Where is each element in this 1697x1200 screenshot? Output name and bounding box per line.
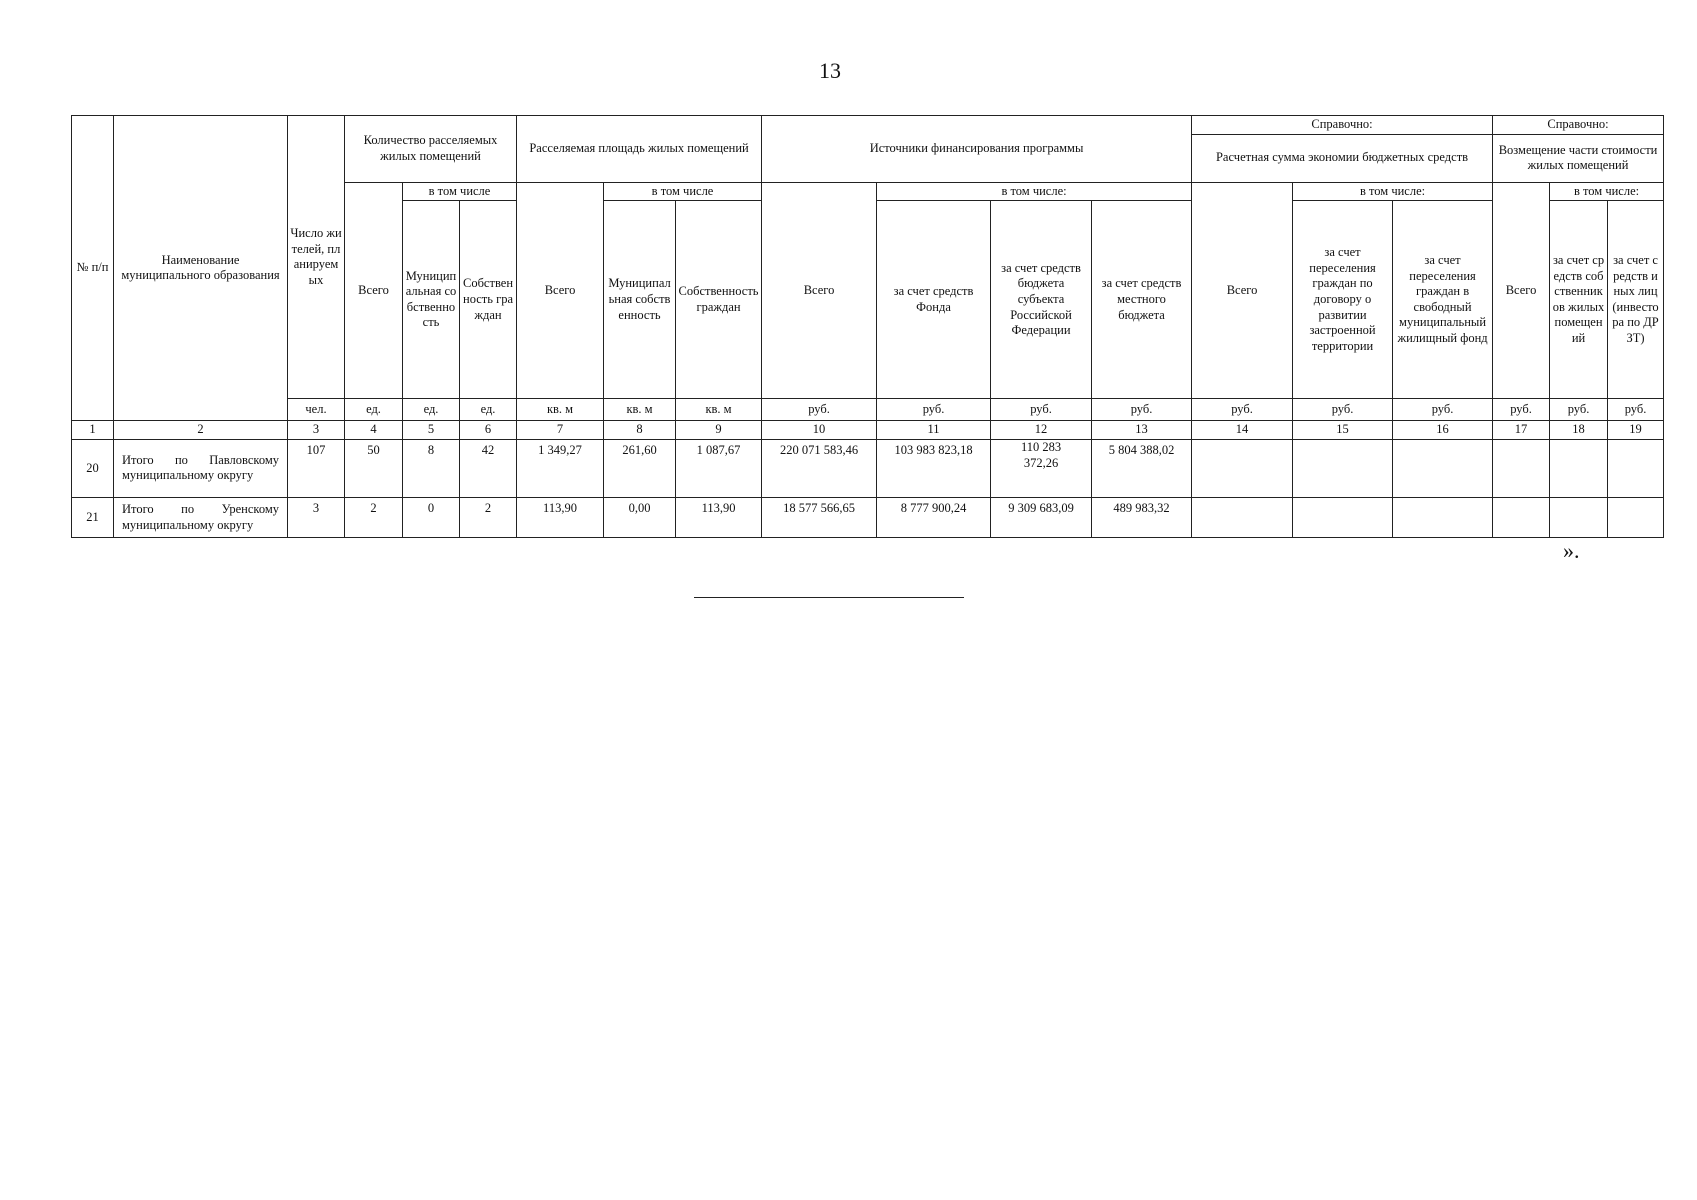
column-number: 14 [1192, 421, 1293, 440]
header-economy-free-fund: за счет переселения граждан в свободный муниципальный жилищный фонд [1393, 201, 1493, 399]
row-number: 20 [72, 439, 114, 497]
column-number: 15 [1293, 421, 1393, 440]
table-cell: 2 [460, 497, 517, 537]
header-reference-2: Справочно: [1493, 116, 1664, 135]
column-number: 2 [114, 421, 288, 440]
table-cell [1550, 497, 1608, 537]
unit-cell: руб. [1293, 399, 1393, 421]
resettlement-table [71, 115, 1664, 538]
table-cell [1608, 439, 1664, 497]
unit-cell: руб. [1192, 399, 1293, 421]
header-reference-1: Справочно: [1192, 116, 1493, 135]
header-residents: Число жителей, планируемых [288, 116, 345, 399]
table-cell: 220 071 583,46 [762, 439, 877, 497]
column-number: 1 [72, 421, 114, 440]
header-finance-subject-budget: за счет средств бюджета субъекта Российской Федерации [991, 201, 1092, 399]
column-number: 18 [1550, 421, 1608, 440]
end-divider-line [694, 597, 964, 598]
unit-cell: руб. [1493, 399, 1550, 421]
header-compensation-owners: за счет средств собственников жилых помещений [1550, 201, 1608, 399]
unit-cell: кв. м [604, 399, 676, 421]
column-number: 5 [403, 421, 460, 440]
table-cell: 110 283 372,26 [991, 439, 1092, 497]
header-rooms-citizens: Собственность граждан [460, 201, 517, 399]
unit-cell: руб. [1550, 399, 1608, 421]
column-number: 17 [1493, 421, 1550, 440]
column-number: 12 [991, 421, 1092, 440]
header-area-in-that: в том числе [604, 182, 762, 201]
table-cell: 489 983,32 [1092, 497, 1192, 537]
table-cell: 0 [403, 497, 460, 537]
unit-cell: кв. м [517, 399, 604, 421]
header-rooms-municipal: Муниципальная собственность [403, 201, 460, 399]
table-cell: 107 [288, 439, 345, 497]
table-cell: 2 [345, 497, 403, 537]
column-number: 19 [1608, 421, 1664, 440]
unit-cell: руб. [762, 399, 877, 421]
column-number: 16 [1393, 421, 1493, 440]
table-row [72, 439, 1664, 497]
table-row [72, 497, 1664, 537]
header-area-total: Всего [517, 182, 604, 399]
unit-cell: кв. м [676, 399, 762, 421]
table-cell: 1 087,67 [676, 439, 762, 497]
header-economy-in-that: в том числе: [1293, 182, 1493, 201]
header-num: № п/п [72, 116, 114, 421]
header-finance-local-budget: за счет средств местного бюджета [1092, 201, 1192, 399]
header-finance-in-that: в том числе: [877, 182, 1192, 201]
unit-cell: руб. [1608, 399, 1664, 421]
table-cell: 261,60 [604, 439, 676, 497]
header-finance-group: Источники финансирования программы [762, 116, 1192, 183]
table-cell: 113,90 [517, 497, 604, 537]
table-cell [1393, 439, 1493, 497]
table-cell: 3 [288, 497, 345, 537]
header-finance-total: Всего [762, 182, 877, 399]
header-finance-fund: за счет средств Фонда [877, 201, 991, 399]
table-cell [1192, 497, 1293, 537]
unit-cell: руб. [991, 399, 1092, 421]
header-economy-total: Всего [1192, 182, 1293, 399]
unit-cell: ед. [403, 399, 460, 421]
header-economy-development: за счет переселения граждан по договору о развитии застроенной территории [1293, 201, 1393, 399]
unit-cell: руб. [1092, 399, 1192, 421]
column-number: 8 [604, 421, 676, 440]
unit-cell: руб. [877, 399, 991, 421]
header-rooms-total: Всего [345, 182, 403, 399]
column-number: 3 [288, 421, 345, 440]
table-cell [1493, 497, 1550, 537]
header-area-municipal: Муниципальная собственность [604, 201, 676, 399]
table-cell [1393, 497, 1493, 537]
table-cell: 9 309 683,09 [991, 497, 1092, 537]
column-number: 7 [517, 421, 604, 440]
table-cell [1493, 439, 1550, 497]
closing-quote-mark: ». [1563, 538, 1580, 563]
unit-cell: ед. [345, 399, 403, 421]
table-cell: 1 349,27 [517, 439, 604, 497]
table-cell [1293, 439, 1393, 497]
column-number: 10 [762, 421, 877, 440]
table-cell [1192, 439, 1293, 497]
table-cell: 113,90 [676, 497, 762, 537]
header-area-citizens: Собственность граждан [676, 201, 762, 399]
municipality-name: Итого по Уренскому муниципальному округу [114, 497, 288, 537]
table-cell: 42 [460, 439, 517, 497]
unit-cell: чел. [288, 399, 345, 421]
table-cell: 0,00 [604, 497, 676, 537]
header-economy-group: Расчетная сумма экономии бюджетных средств [1192, 134, 1493, 182]
row-number: 21 [72, 497, 114, 537]
municipality-name: Итого по Павловскому муниципальному округу [114, 439, 288, 497]
column-number: 13 [1092, 421, 1192, 440]
table-cell [1608, 497, 1664, 537]
table-cell: 5 804 388,02 [1092, 439, 1192, 497]
header-rooms-group: Количество расселяемых жилых помещений [345, 116, 517, 183]
table-cell: 8 777 900,24 [877, 497, 991, 537]
column-number: 11 [877, 421, 991, 440]
table-cell: 103 983 823,18 [877, 439, 991, 497]
table-cell [1550, 439, 1608, 497]
column-number: 9 [676, 421, 762, 440]
table-cell: 50 [345, 439, 403, 497]
header-compensation-total: Всего [1493, 182, 1550, 399]
table-cell [1293, 497, 1393, 537]
page-number: 13 [819, 58, 841, 83]
header-compensation-group: Возмещение части стоимости жилых помещений [1493, 134, 1664, 182]
header-area-group: Расселяемая площадь жилых помещений [517, 116, 762, 183]
column-number: 4 [345, 421, 403, 440]
header-compensation-in-that: в том числе: [1550, 182, 1664, 201]
column-number: 6 [460, 421, 517, 440]
header-rooms-in-that: в том числе [403, 182, 517, 201]
unit-cell: ед. [460, 399, 517, 421]
table-cell: 18 577 566,65 [762, 497, 877, 537]
unit-cell: руб. [1393, 399, 1493, 421]
header-name: Наименование муниципального образования [114, 116, 288, 421]
table-cell: 8 [403, 439, 460, 497]
header-compensation-other: за счет средств иных лиц (инвестора по ДРЗТ) [1608, 201, 1664, 399]
